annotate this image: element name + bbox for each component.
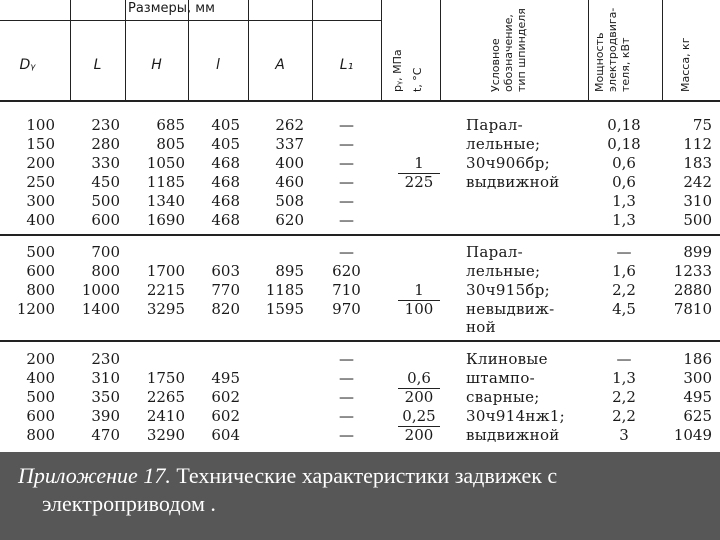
cell-L1: — — [339, 135, 354, 153]
cell-L1: 710 — [332, 281, 361, 299]
sizes-header-rule — [0, 20, 381, 21]
cell-H: 1185 — [146, 173, 185, 191]
sizes-header: Размеры, мм — [128, 1, 215, 16]
cell-L: 1000 — [81, 281, 120, 299]
cell-temperature: 100 — [404, 300, 434, 318]
cell-A: 400 — [275, 154, 304, 172]
col-header-H: H — [151, 57, 162, 73]
cell-power: 0,6 — [612, 154, 636, 172]
cell-A: 337 — [275, 135, 304, 153]
column-divider — [312, 0, 313, 100]
col-header-pressure: pᵧ, МПа — [391, 49, 404, 92]
cell-power: 1,3 — [612, 192, 636, 210]
cell-l: 468 — [211, 154, 240, 172]
cell-mass: 183 — [683, 154, 712, 172]
col-header-L1: L₁ — [339, 57, 354, 73]
cell-H: 1340 — [146, 192, 185, 210]
col-header-power-3: теля, кВт — [619, 37, 632, 92]
cell-power: 0,6 — [612, 173, 636, 191]
cell-L: 280 — [91, 135, 120, 153]
cell-power: 2,2 — [612, 407, 636, 425]
cell-designation: ной — [466, 318, 496, 336]
cell-H: 2215 — [146, 281, 185, 299]
col-header-mass: Масса, кг — [679, 37, 692, 92]
cell-designation: невыдвиж- — [466, 300, 555, 318]
column-divider — [248, 0, 249, 100]
cell-dy: 100 — [26, 116, 55, 134]
cell-dy: 300 — [26, 192, 55, 210]
cell-L: 450 — [91, 173, 120, 191]
cell-designation: выдвижной — [466, 173, 560, 191]
cell-mass: 186 — [683, 350, 712, 368]
cell-designation: Парал- — [466, 243, 523, 261]
col-header-power-2: электродвига- — [606, 7, 619, 92]
cell-pressure: 0,6 — [407, 369, 431, 387]
cell-dy: 800 — [26, 426, 55, 444]
cell-l: 468 — [211, 192, 240, 210]
cell-dy: 600 — [26, 262, 55, 280]
caption-prefix: Приложение 17. — [18, 463, 171, 488]
cell-L: 600 — [91, 211, 120, 229]
caption-line-2: электроприводом . — [42, 491, 216, 516]
cell-L1: — — [339, 350, 354, 368]
cell-l: 495 — [211, 369, 240, 387]
cell-H: 685 — [156, 116, 185, 134]
cell-L1: 970 — [332, 300, 361, 318]
cell-L1: 620 — [332, 262, 361, 280]
cell-power: 2,2 — [612, 388, 636, 406]
cell-l: 405 — [211, 116, 240, 134]
cell-L1: — — [339, 369, 354, 387]
cell-l: 602 — [211, 388, 240, 406]
cell-power: 0,18 — [607, 116, 641, 134]
cell-mass: 2880 — [673, 281, 712, 299]
cell-designation: 30ч914нж1; — [466, 407, 566, 425]
cell-pressure: 1 — [414, 154, 424, 172]
cell-mass: 1233 — [673, 262, 712, 280]
cell-l: 602 — [211, 407, 240, 425]
cell-power: — — [616, 243, 632, 261]
column-divider — [440, 0, 441, 100]
column-divider — [588, 0, 589, 100]
cell-l: 468 — [211, 173, 240, 191]
cell-mass: 75 — [692, 116, 712, 134]
cell-designation: Клиновые — [466, 350, 548, 368]
cell-L: 230 — [91, 116, 120, 134]
col-header-dy: Dᵧ — [19, 57, 36, 73]
cell-mass: 899 — [683, 243, 712, 261]
cell-mass: 495 — [683, 388, 712, 406]
cell-H: 1050 — [146, 154, 185, 172]
cell-mass: 310 — [683, 192, 712, 210]
cell-mass: 625 — [683, 407, 712, 425]
caption-line-1: Технические характеристики задвижек с — [170, 463, 558, 488]
cell-power: 1,3 — [612, 211, 636, 229]
cell-temperature: 200 — [404, 426, 434, 444]
cell-A: 895 — [275, 262, 304, 280]
cell-l: 468 — [211, 211, 240, 229]
group-separator — [0, 340, 720, 342]
cell-l: 405 — [211, 135, 240, 153]
caption-text — [18, 462, 708, 518]
group-separator — [0, 234, 720, 236]
cell-temperature: 200 — [404, 388, 434, 406]
cell-L: 350 — [91, 388, 120, 406]
cell-H: 3290 — [146, 426, 185, 444]
cell-L1: — — [339, 407, 354, 425]
cell-temperature: 225 — [404, 173, 434, 191]
cell-l: 604 — [211, 426, 240, 444]
cell-A: 620 — [275, 211, 304, 229]
cell-pressure: 0,25 — [402, 407, 436, 425]
cell-dy: 800 — [26, 281, 55, 299]
cell-dy: 250 — [26, 173, 55, 191]
cell-L1: — — [339, 388, 354, 406]
cell-dy: 150 — [26, 135, 55, 153]
col-header-designation-1: Условное — [489, 38, 502, 92]
cell-L: 310 — [91, 369, 120, 387]
cell-dy: 500 — [26, 243, 55, 261]
cell-A: 1595 — [265, 300, 304, 318]
col-header-designation-2: обозначение, — [502, 14, 515, 92]
cell-power: 3 — [619, 426, 629, 444]
cell-H: 1750 — [146, 369, 185, 387]
col-header-l: l — [216, 57, 220, 73]
cell-l: 820 — [211, 300, 240, 318]
cell-designation: Парал- — [466, 116, 523, 134]
cell-power: 1,3 — [612, 369, 636, 387]
column-divider — [125, 0, 126, 100]
cell-power: — — [616, 350, 632, 368]
cell-dy: 400 — [26, 369, 55, 387]
cell-dy: 600 — [26, 407, 55, 425]
cell-l: 603 — [211, 262, 240, 280]
cell-A: 508 — [275, 192, 304, 210]
cell-power: 0,18 — [607, 135, 641, 153]
col-header-L: L — [93, 57, 102, 73]
column-divider — [662, 0, 663, 100]
cell-L: 390 — [91, 407, 120, 425]
column-divider — [70, 0, 71, 100]
cell-H: 1700 — [146, 262, 185, 280]
cell-designation: 30ч915бр; — [466, 281, 551, 299]
cell-designation: лельные; — [466, 262, 541, 280]
column-divider — [381, 0, 382, 100]
cell-L1: — — [339, 116, 354, 134]
cell-power: 2,2 — [612, 281, 636, 299]
cell-L: 330 — [91, 154, 120, 172]
col-header-designation-3: тип шпинделя — [515, 8, 528, 92]
cell-A: 262 — [275, 116, 304, 134]
cell-designation: выдвижной — [466, 426, 560, 444]
col-header-power-1: Мощность — [593, 32, 606, 92]
col-header-temperature: t, °C — [411, 67, 424, 92]
cell-L1: — — [339, 211, 354, 229]
cell-dy: 500 — [26, 388, 55, 406]
cell-A: 460 — [275, 173, 304, 191]
cell-pressure: 1 — [414, 281, 424, 299]
col-header-A: A — [275, 57, 285, 73]
cell-dy: 200 — [26, 350, 55, 368]
cell-L1: — — [339, 154, 354, 172]
cell-designation: сварные; — [466, 388, 540, 406]
cell-mass: 7810 — [673, 300, 712, 318]
cell-mass: 300 — [683, 369, 712, 387]
cell-H: 805 — [156, 135, 185, 153]
cell-power: 4,5 — [612, 300, 636, 318]
cell-dy: 200 — [26, 154, 55, 172]
cell-designation: лельные; — [466, 135, 541, 153]
cell-mass: 242 — [683, 173, 712, 191]
cell-L: 700 — [91, 243, 120, 261]
cell-L: 800 — [91, 262, 120, 280]
cell-dy: 400 — [26, 211, 55, 229]
cell-designation: штампо- — [466, 369, 536, 387]
caption-overlay — [0, 452, 720, 540]
cell-L: 470 — [91, 426, 120, 444]
cell-H: 3295 — [146, 300, 185, 318]
cell-designation: 30ч906бр; — [466, 154, 551, 172]
cell-H: 2265 — [146, 388, 185, 406]
cell-L: 230 — [91, 350, 120, 368]
cell-dy: 1200 — [16, 300, 55, 318]
cell-L1: — — [339, 192, 354, 210]
cell-L: 500 — [91, 192, 120, 210]
cell-l: 770 — [211, 281, 240, 299]
cell-A: 1185 — [265, 281, 304, 299]
cell-L1: — — [339, 243, 354, 261]
cell-mass: 500 — [683, 211, 712, 229]
cell-L: 1400 — [81, 300, 120, 318]
cell-H: 2410 — [146, 407, 185, 425]
cell-L1: — — [339, 173, 354, 191]
cell-power: 1,6 — [612, 262, 636, 280]
cell-H: 1690 — [146, 211, 185, 229]
cell-L1: — — [339, 426, 354, 444]
header-separator — [0, 100, 720, 102]
cell-mass: 112 — [683, 135, 712, 153]
cell-mass: 1049 — [673, 426, 712, 444]
